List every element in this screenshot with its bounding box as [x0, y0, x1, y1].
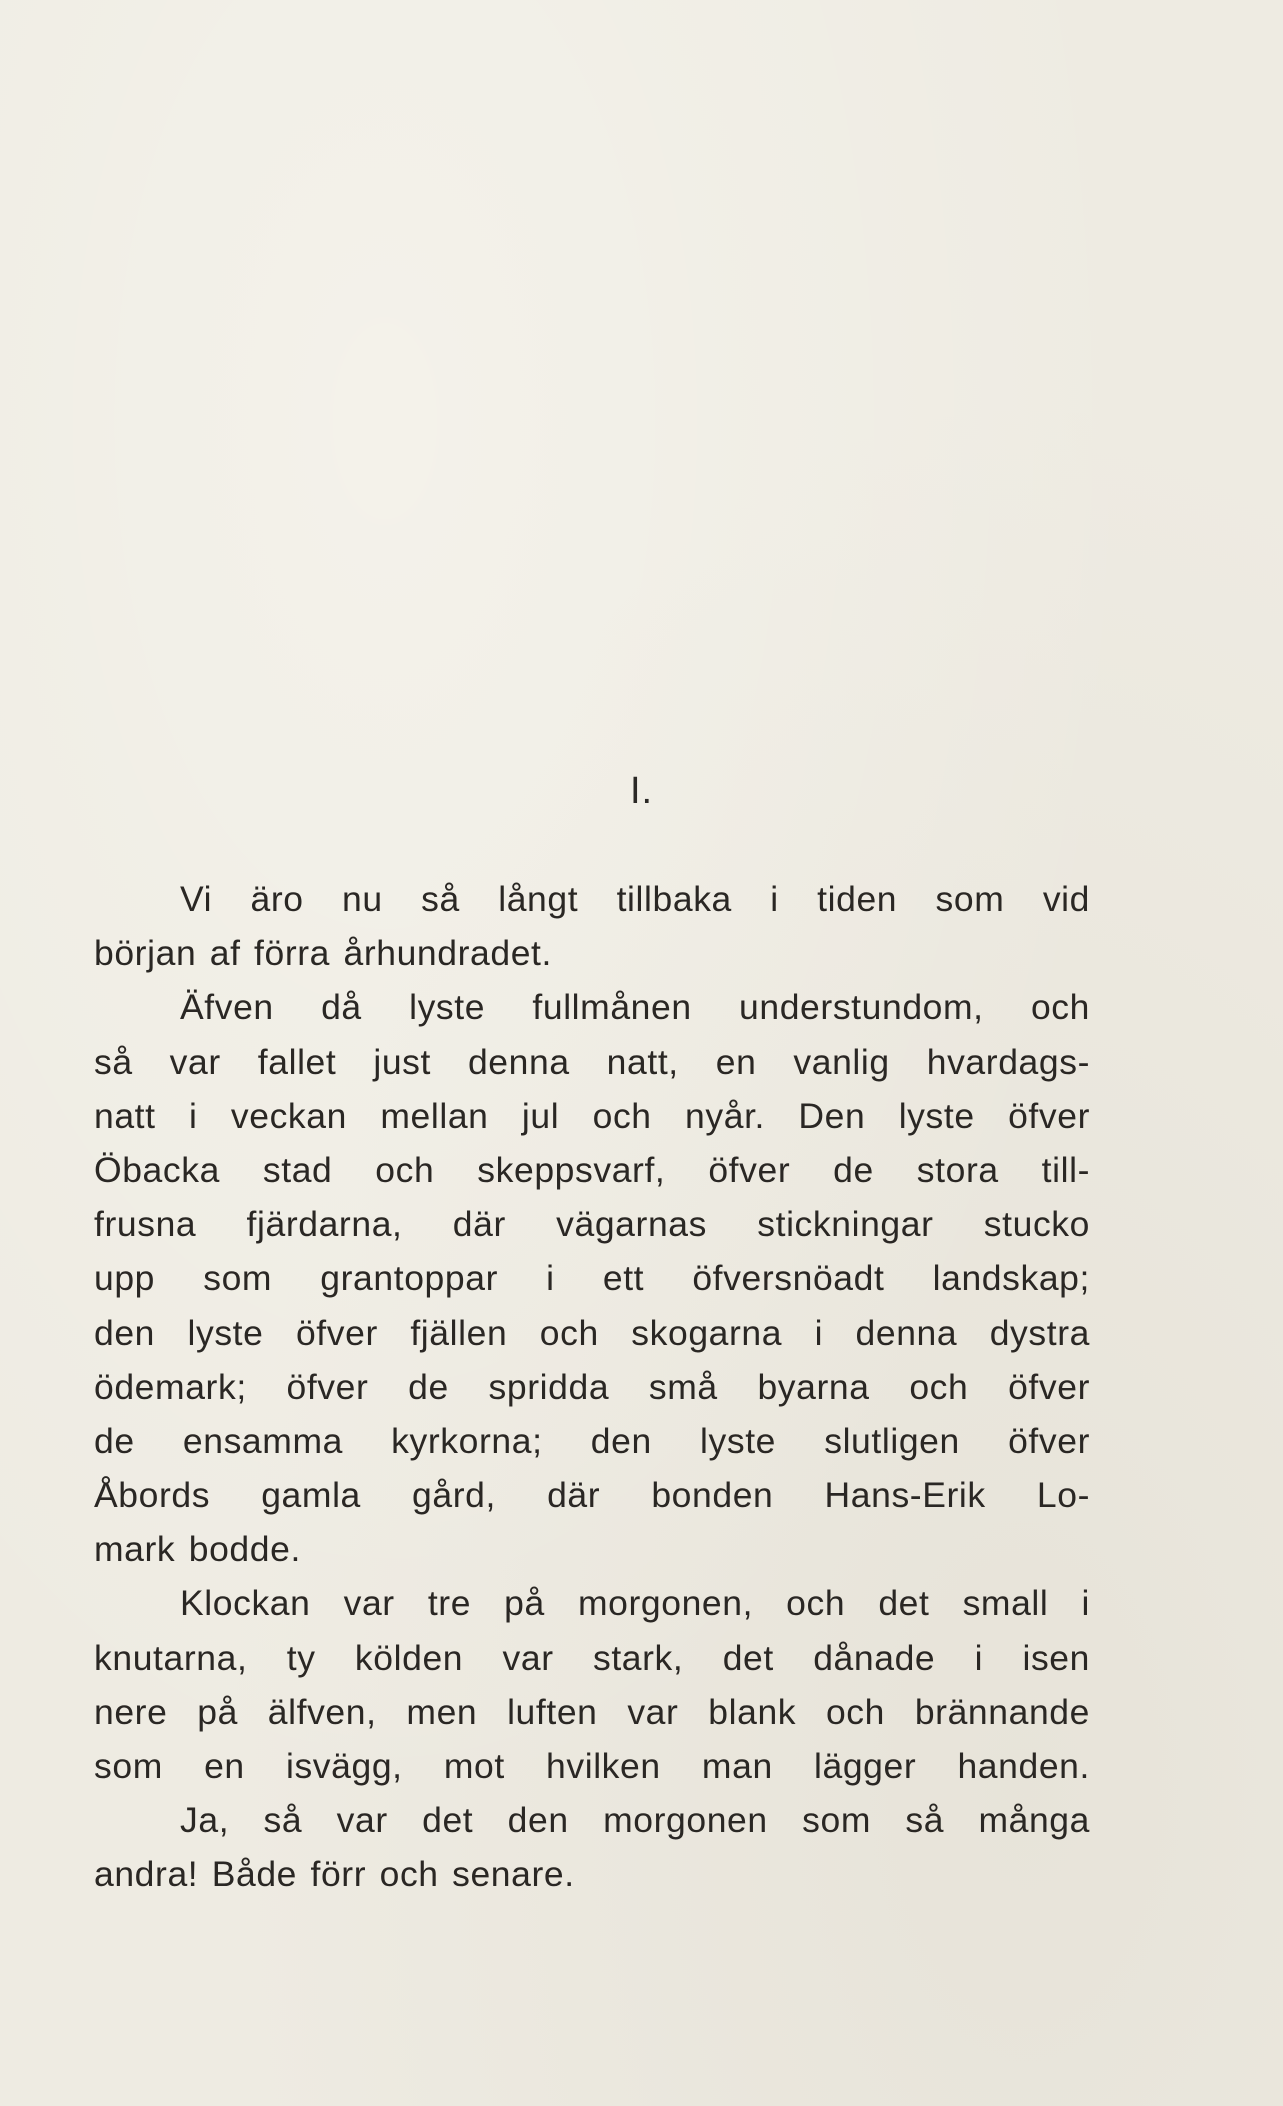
text-line: nere på älfven, men luften var blank och brännande	[94, 1691, 1090, 1732]
text-line: mark bodde.	[94, 1529, 301, 1570]
text-line: början af förra århundradet.	[94, 933, 552, 974]
text-line: de ensamma kyrkorna; den lyste slutligen öfver	[94, 1420, 1090, 1461]
text-line: knutarna, ty kölden var stark, det dånade i isen	[94, 1637, 1090, 1678]
text-line: Ja, så var det den morgonen som så många	[180, 1800, 1090, 1841]
text-line: Åbords gamla gård, där bonden Hans-Erik Lo-	[94, 1475, 1090, 1516]
text-line: Vi äro nu så långt tillbaka i tiden som vid	[180, 879, 1090, 919]
paragraph	[94, 980, 1090, 1576]
text-line: Äfven då lyste fullmånen understundom, och	[180, 987, 1090, 1028]
text-line: andra! Både förr och senare.	[94, 1854, 575, 1895]
paragraph	[94, 1576, 1090, 1793]
text-line: den lyste öfver fjällen och skogarna i denna dystra	[94, 1312, 1090, 1353]
text-line: upp som grantoppar i ett öfversnöadt landskap;	[94, 1258, 1090, 1299]
body-text	[94, 872, 1090, 1902]
text-line: som en isvägg, mot hvilken man lägger handen.	[94, 1746, 1090, 1786]
text-line: så var fallet just denna natt, en vanlig hvardags-	[94, 1041, 1090, 1082]
text-line: Klockan var tre på morgonen, och det small i	[180, 1583, 1090, 1624]
chapter-number: I.	[629, 770, 654, 812]
paragraph	[94, 1793, 1090, 1901]
paragraph	[94, 872, 1090, 980]
text-line: frusna fjärdarna, där vägarnas stickningar stucko	[94, 1204, 1090, 1245]
text-line: ödemark; öfver de spridda små byarna och öfver	[94, 1366, 1090, 1407]
text-line: Öbacka stad och skeppsvarf, öfver de stora till-	[94, 1149, 1090, 1190]
text-line: natt i veckan mellan jul och nyår. Den lyste öfver	[94, 1095, 1090, 1136]
